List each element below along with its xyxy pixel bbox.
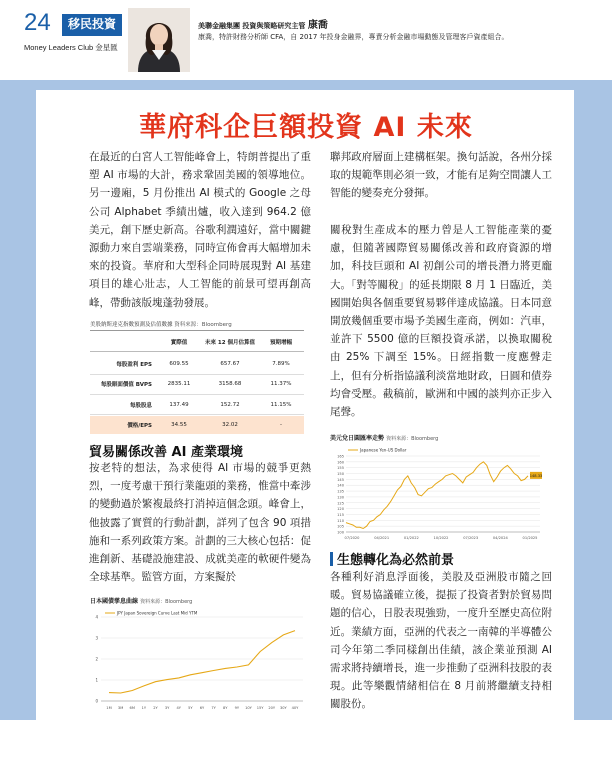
table-cell: 657.67	[220, 361, 240, 367]
left-paragraph-1: 在最近的白宮人工智能峰會上，特朗普提出了重塑 AI 市場的大計，務求鞏固美國的領導地位。另一邊廂，5 月份推出 AI 模式的 Google 之母公司 Alphabet 季績出爐，收入達到 964.2 億美元，創下歷史新高。谷歌利潤遠好，當中關鍵源動力來自雲端業務，同時宣佈會再大幅增加未來的投資。華府和大型科企同時展現對 AI 基建項目的雄心壯志，人工智能的前景可望再創高峰，帶動該版塊蓬勃發展。	[89, 151, 311, 309]
table-title-text: 美股納斯達克指數預測及估值數據	[90, 322, 173, 328]
y-tick-label: 3	[95, 635, 98, 641]
y-tick-label: 2	[95, 656, 98, 662]
table-rule	[90, 330, 304, 331]
table-cell: 3158.68	[218, 381, 242, 387]
right-paragraph-3: 各種利好消息浮面後，美股及亞洲股市隨之回暖。貿易協議確立後，提振了投資者對於貿易問題的信心，日股表現強勁，一度升至歷史高位附近。業績方面，亞洲的代表之一南韓的半導體公司今年第二季同樣創出佳績，該企業並預測 AI 需求將持續增長，進一步推動了亞洲科技股的表現。此等樂觀情緒相信在 8 月前將繼續支持相關股份。	[330, 571, 552, 711]
yield-chart-title-text: 日本國債孳息曲線	[90, 598, 139, 605]
x-tick-label: 4Y	[176, 706, 181, 710]
right-paragraph-2: 關稅對生產成本的壓力曾是人工智能產業的憂慮，但隨著國際貿易關係改善和政府資源的增加，科技巨頭和 AI 初創公司的增長潛力將更龐大。「對等關稅」的延長期限 8 月 1 日臨近，美國開始與各個重要貿易夥伴達成協議。日本同意開放幾個重要市場予美國生產商，例如：汽車，並許下 5500 億的巨額投資承諾，以換取關稅由 25% 下調至 15%。日經指數一度應聲走上，但有分析指協議利淡當地財政，日圓和債券均會受壓。截稿前，歐洲和中國的談判亦正步入尾聲。	[330, 224, 552, 419]
y-tick-label: 125	[337, 501, 344, 506]
table-cell: 價格/EPS	[127, 423, 152, 429]
author-title	[198, 16, 328, 31]
y-tick-label: 160	[337, 460, 344, 465]
table-cell: 每股股息	[129, 403, 152, 409]
y-tick-label: 100	[337, 530, 344, 535]
table-cell: 11.15%	[270, 402, 292, 408]
table-row	[90, 416, 304, 434]
y-tick-label: 155	[337, 466, 344, 471]
x-tick-label: 1M	[106, 706, 112, 710]
y-tick-label: 140	[337, 483, 344, 488]
y-tick-label: 165	[337, 454, 344, 459]
headline: 華府科企巨額投資 AI 未來	[139, 112, 473, 143]
y-tick-label: 115	[337, 512, 344, 517]
legend-label: JPY Japan Sovereign Curve Last Mid YTM	[117, 610, 198, 616]
table-header-cell: 預期增幅	[269, 340, 292, 346]
subheading-marker	[330, 552, 333, 566]
x-tick-label: 8Y	[223, 706, 228, 710]
magazine-name: Money Leaders Club 金星匯	[24, 43, 118, 52]
subheading-ecosystem-text: 生態轉化為必然前景	[337, 553, 455, 568]
table-cell: 每股盈利 EPS	[116, 362, 152, 368]
x-tick-label: 30Y	[279, 706, 287, 710]
x-tick-label: 40Y	[291, 706, 299, 710]
x-tick-label: 9Y	[234, 706, 240, 710]
yield-chart-source: 資料來源：Bloomberg	[140, 599, 193, 605]
table-header-row	[90, 333, 304, 351]
table-cell: 137.49	[169, 402, 189, 408]
subheading-trade-text: 貿易關係改善 AI 產業環境	[89, 445, 243, 460]
table-rule	[90, 414, 304, 415]
subheading-trade	[89, 441, 311, 460]
page-number: 24	[24, 9, 51, 36]
table-row	[90, 355, 304, 373]
table-header-cell: 實際值	[170, 340, 188, 346]
usdjpy-chart-title	[330, 433, 438, 442]
x-tick-label: 04/2024	[492, 536, 508, 540]
y-tick-label: 105	[337, 524, 344, 529]
table-cell: 152.72	[220, 402, 240, 408]
x-tick-label: 7Y	[211, 706, 216, 710]
x-tick-label: 5Y	[188, 706, 193, 710]
legend-label: Japanese Yen-US Dollar	[360, 447, 407, 453]
x-tick-label: 04/2021	[374, 536, 390, 540]
author-name: 康喬	[307, 20, 328, 31]
table-rule	[90, 394, 304, 395]
x-tick-label: 01/2025	[522, 536, 538, 540]
x-tick-label: 3M	[117, 706, 124, 710]
author-role: 美聯金融集團 投資與策略研究主管	[198, 22, 306, 30]
x-tick-label: 3Y	[164, 706, 170, 710]
y-tick-label: 145	[337, 477, 344, 482]
table-title	[90, 320, 232, 328]
y-tick-label: 120	[337, 507, 344, 512]
y-tick-label: 4	[95, 614, 98, 620]
usdjpy-chart-source: 資料來源：Bloomberg	[386, 436, 439, 442]
table-row	[90, 375, 304, 393]
table-source: 資料來源：Bloomberg	[174, 322, 232, 328]
author-photo	[128, 8, 190, 72]
table-cell: 每股賬面價值 BVPS	[100, 382, 152, 388]
yield-series-line	[109, 631, 295, 693]
x-tick-label: 15Y	[256, 706, 264, 710]
y-tick-label: 1	[95, 677, 98, 683]
y-tick-label: 0	[95, 698, 98, 704]
x-tick-label: 6Y	[199, 706, 205, 710]
y-tick-label: 150	[337, 472, 344, 477]
section-tag: 移民投資	[62, 14, 122, 34]
x-tick-label: 10Y	[245, 706, 252, 710]
y-tick-label: 130	[337, 495, 344, 500]
subheading-ecosystem	[330, 549, 552, 568]
y-tick-label: 135	[337, 489, 344, 494]
author-bio: 康喬，特許財務分析師 CFA，自 2017 年投身金融界，專責分析金融市場動態及管理客戶資產組合。	[198, 33, 509, 41]
x-tick-label: 07/2020	[344, 536, 360, 540]
table-header-cell: 未來 12 個月估算值	[205, 340, 255, 346]
x-tick-label: 2Y	[153, 706, 158, 710]
yield-curve-chart	[89, 605, 311, 717]
usdjpy-series-line	[346, 462, 528, 529]
left-paragraph-2: 按老特的想法，為求使得 AI 市場的競爭更熱烈，一度考慮干預行業龍頭的業務，惟當中牽涉的變動過於繁複最終打消掉這個念頭。峰會上，他披露了實質的行動計劃，詳列了包含 90 項措施和一系列政策方案。計劃的三大核心包括：促進創新、基礎設施建設、成就美產的軟硬件變為全球基準。監管方面，方案擬於	[89, 462, 311, 584]
usdjpy-line-chart	[330, 442, 552, 546]
y-tick-label: 110	[337, 518, 344, 523]
x-tick-label: 1Y	[141, 706, 147, 710]
x-tick-label: 6M	[129, 706, 135, 710]
x-tick-label: 01/2022	[403, 536, 419, 540]
usdjpy-chart-title-text: 美元兌日圓匯率走勢	[330, 435, 385, 442]
table-cell: 7.89%	[272, 361, 290, 367]
table-cell: 34.55	[171, 422, 187, 428]
end-value-label: 148.33	[529, 473, 543, 478]
x-tick-label: 10/2022	[433, 536, 449, 540]
table-cell: 609.55	[169, 361, 189, 367]
table-cell: 2835.11	[167, 381, 191, 387]
right-paragraph-1: 聯邦政府層面上建構框架。換句話說，各州分採取的規範準則必須一致，才能有足夠空間讓人工智能的變奏充分發揮。	[330, 151, 552, 200]
yield-chart-title	[90, 596, 192, 605]
table-row	[90, 396, 304, 414]
table-cell: -	[280, 422, 282, 428]
x-tick-label: 07/2023	[463, 536, 479, 540]
header-rule	[62, 34, 122, 36]
table-rule	[90, 351, 304, 352]
x-tick-label: 20Y	[268, 706, 276, 710]
table-cell: 11.37%	[270, 381, 292, 387]
table-cell: 32.02	[222, 422, 238, 428]
